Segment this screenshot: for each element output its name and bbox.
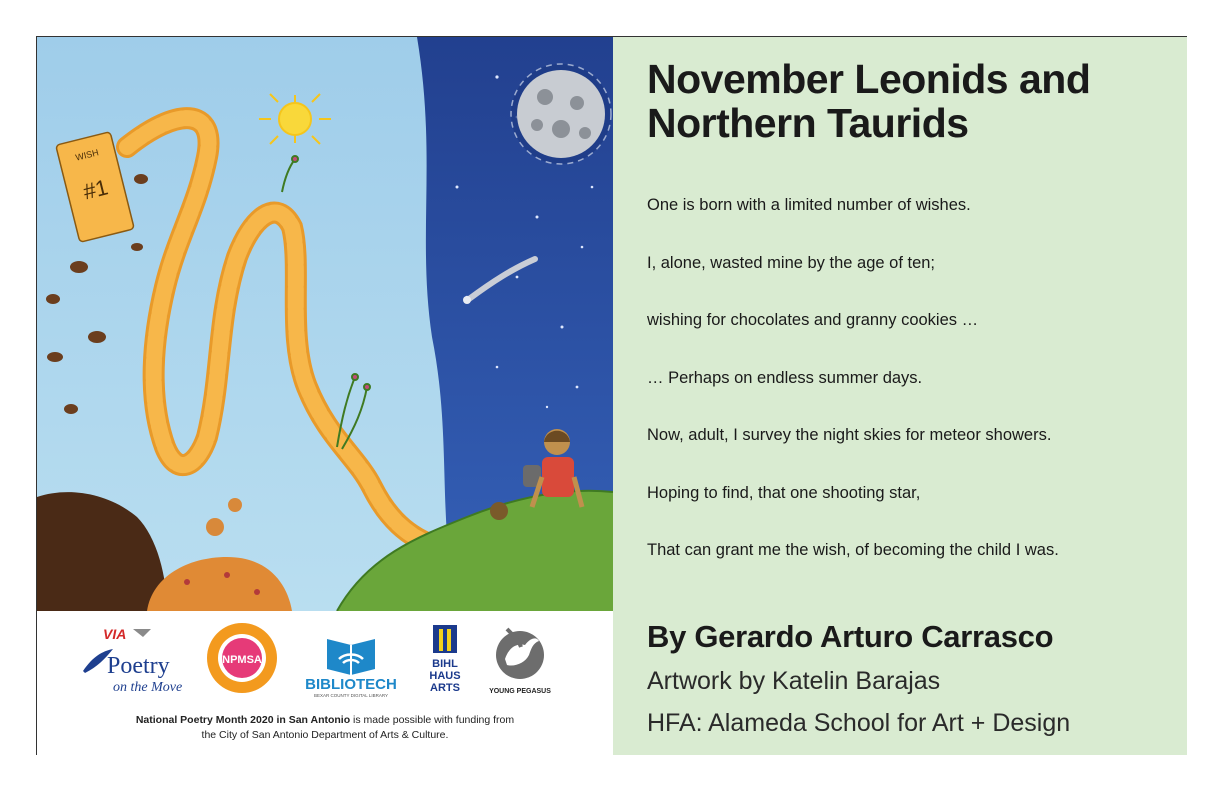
via-poetry-svg xyxy=(73,621,183,701)
poem-line: Now, adult, I survey the night skies for meteor showers. xyxy=(647,426,1052,444)
bihl-line2: HAUS xyxy=(429,670,461,682)
npmsa-svg xyxy=(205,621,279,695)
poem-title-line2: Northern Taurids xyxy=(647,100,969,146)
poetry-line2: on the Move xyxy=(113,680,183,695)
poem-line: wishing for chocolates and granny cookies … xyxy=(647,311,979,329)
poem-line: I, alone, wasted mine by the age of ten; xyxy=(647,253,936,272)
poem-body xyxy=(647,195,1177,598)
funding-bold: National Poetry Month 2020 in San Antonio xyxy=(135,714,351,726)
pegasus-label: YOUNG PEGASUS xyxy=(489,688,551,695)
bibliotech-label: BIBLIOTECH xyxy=(305,676,397,693)
bihl-line1: BIHL xyxy=(432,658,458,670)
ticket-wish-text: WISH xyxy=(74,147,100,163)
poem-author: By Gerardo Arturo Carrasco xyxy=(647,619,1054,654)
npmsa-logo xyxy=(205,621,279,695)
poem-panel xyxy=(613,37,1187,755)
artwork-svg xyxy=(37,37,613,611)
poem-line: One is born with a limited number of wishes. xyxy=(647,196,971,214)
poetry-line1: Poetry xyxy=(107,653,170,679)
ticket-number-text: #1 xyxy=(80,174,111,205)
artwork-illustration xyxy=(37,37,613,611)
sponsor-logo-strip xyxy=(37,611,613,755)
via-poetry-logo xyxy=(73,621,183,701)
young-pegasus-logo xyxy=(485,625,555,699)
funding-credit-line2: the City of San Antonio Department of Arts & Culture. xyxy=(201,729,449,741)
funding-rest: is made possible with funding from xyxy=(350,714,515,726)
funding-credit-line1 xyxy=(37,713,613,727)
ball xyxy=(490,502,508,520)
npmsa-label: NPMSA xyxy=(222,654,262,666)
bibliotech-logo xyxy=(295,627,407,699)
via-label: VIA xyxy=(103,626,127,642)
poem-line: Hoping to find, that one shooting star, xyxy=(647,483,921,502)
bibliotech-svg xyxy=(295,627,407,699)
bihl-line3: ARTS xyxy=(430,682,460,694)
poem-line: … Perhaps on endless summer days. xyxy=(647,368,923,387)
poem-line: That can grant me the wish, of becoming the child I was. xyxy=(647,541,1059,559)
bibliotech-sub: BEXAR COUNTY DIGITAL LIBRARY xyxy=(313,693,389,698)
school-credit: HFA: Alameda School for Art + Design xyxy=(647,709,1071,737)
bihl-haus-arts-logo xyxy=(429,623,461,699)
bihl-svg xyxy=(429,623,461,699)
moon xyxy=(511,64,611,164)
pegasus-svg xyxy=(485,625,555,699)
poem-title-line1: November Leonids and xyxy=(647,56,1091,102)
artwork-credit: Artwork by Katelin Barajas xyxy=(647,667,941,695)
poster-card xyxy=(36,36,1187,755)
poem-title xyxy=(647,57,1177,145)
